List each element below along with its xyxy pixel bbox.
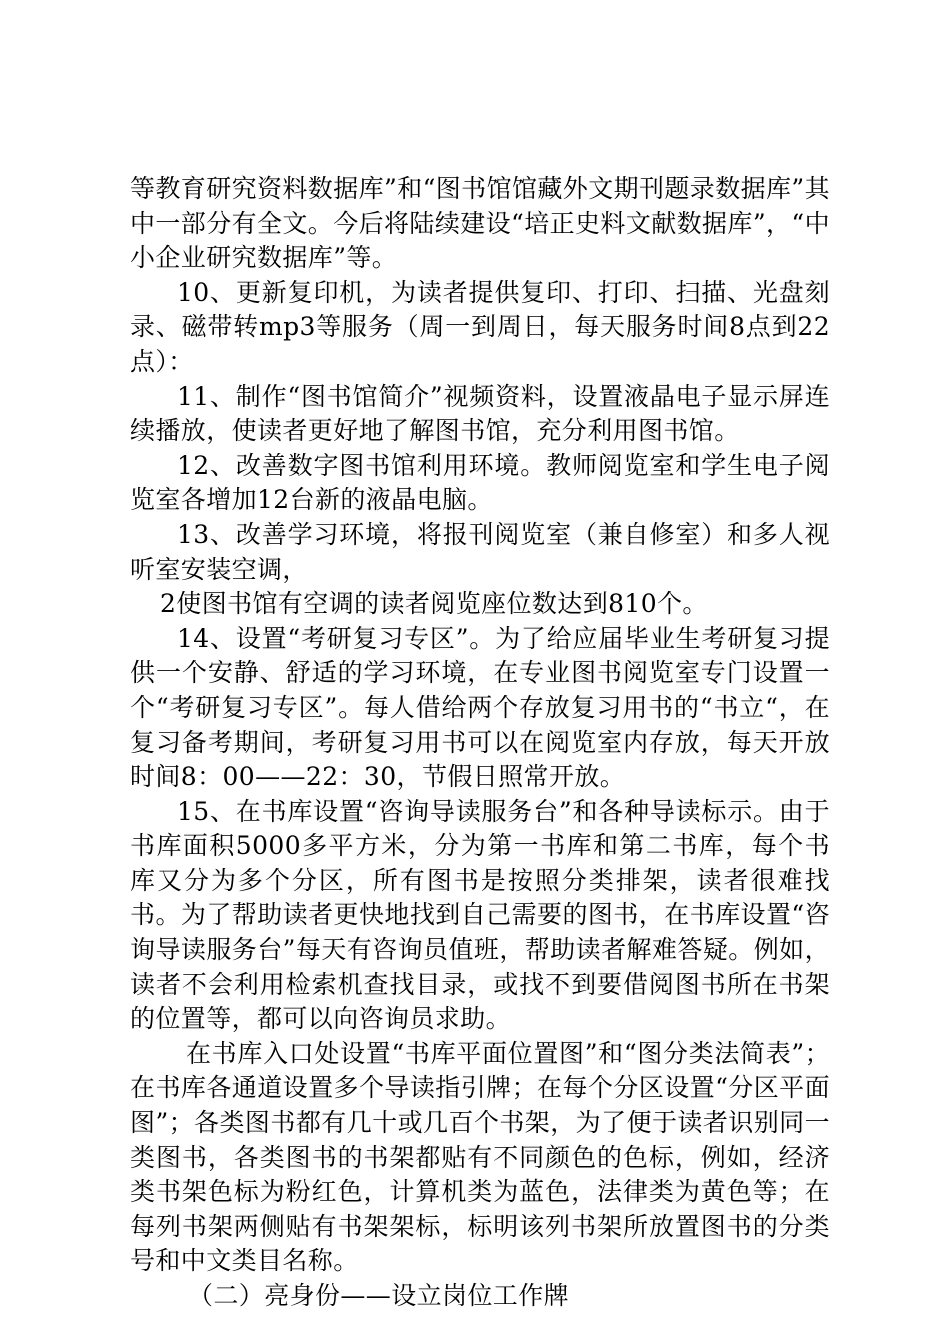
paragraph-item-13-seats: 2使图书馆有空调的读者阅览座位数达到810个。: [160, 589, 708, 619]
section-heading-badges: （二）亮身份——设立岗位工作牌: [188, 1281, 570, 1310]
paragraph-item-11-video: 11、制作“图书馆简介”视频资料，设置液晶电子显示屏连续播放，使读者更好地了解图书馆，充分利用图书馆。: [130, 381, 830, 446]
paragraph-item-13-environment: 13、改善学习环境，将报刊阅览室（兼自修室）和多人视听室安装空调，: [130, 519, 830, 584]
paragraph-item-12-digital-library: 12、改善数字图书馆利用环境。教师阅览室和学生电子阅览室各增加12台新的液晶电脑。: [130, 450, 830, 515]
document-page: [130, 172, 830, 1314]
paragraph-database-continued: 等教育研究资料数据库”和“图书馆馆藏外文期刊题录数据库”其中一部分有全文。今后将陆续建设“培正史料文献数据库”，“中小企业研究数据库”等。: [130, 174, 830, 273]
paragraph-item-15-guide-desk: 15、在书库设置“咨询导读服务台”和各种导读标示。由于书库面积5000多平方米，分为第一书库和第二书库，每个书库又分为多个分区，所有图书是按照分类排架，读者很难找书。为了帮助读者更快地找到自己需要的图书，在书库设置“咨询导读服务台”每天有咨询员值班，帮助读者解难答疑。例如，读者不会利用检索机查找目录，或找不到要借阅图书所在书架的位置等，都可以向咨询员求助。: [130, 796, 830, 1034]
paragraph-signage: 在书库入口处设置“书库平面位置图”和“图分类法简表”；在书库各通道设置多个导读指引牌；在每个分区设置“分区平面图”；各类图书都有几十或几百个书架，为了便于读者识别同一类图书，各类图书的书架都贴有不同颜色的色标，例如，经济类书架色标为粉红色，计算机类为蓝色，法律类为黄色等；在每列书架两侧贴有书架架标，标明该列书架所放置图书的分类号和中文类目名称。: [130, 1038, 830, 1276]
paragraph-item-10-copier: 10、更新复印机，为读者提供复印、打印、扫描、光盘刻录、磁带转mp3等服务（周一到周日，每天服务时间8点到22点）：: [130, 277, 830, 376]
paragraph-item-14-exam-zone: 14、设置“考研复习专区”。为了给应届毕业生考研复习提供一个安静、舒适的学习环境，在专业图书阅览室专门设置一个“考研复习专区”。每人借给两个存放复习用书的“书立“，在复习备考期间，考研复习用书可以在阅览室内存放，每天开放时间8：00——22：30，节假日照常开放。: [130, 623, 830, 792]
